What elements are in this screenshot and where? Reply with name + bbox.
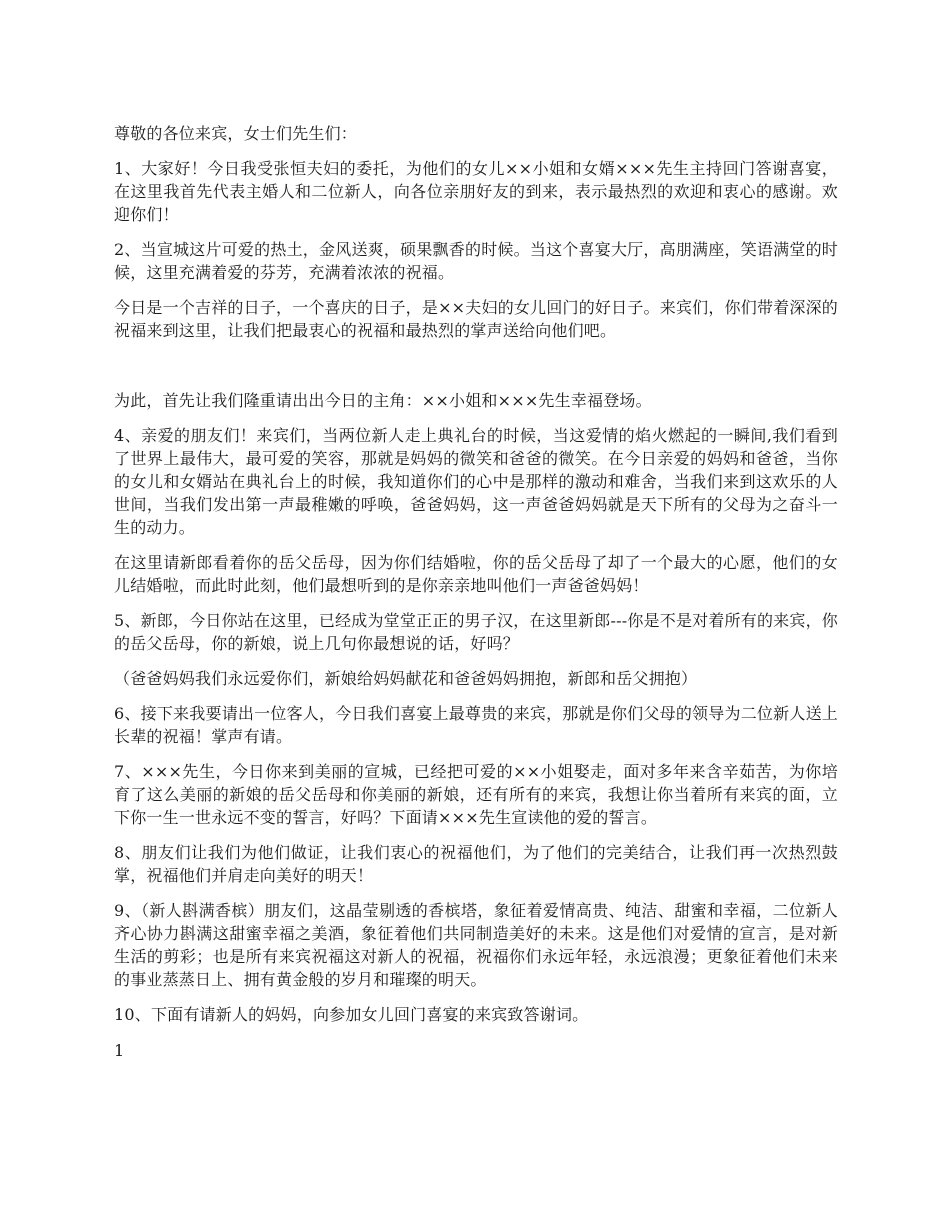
paragraph-9: 6、接下来我要请出一位客人，今日我们喜宴上最尊贵的来宾，那就是你们父母的领导为二位新人送上长辈的祝福！掌声有请。 <box>114 704 838 746</box>
paragraph-10: 7、×××先生，今日你来到美丽的宣城，已经把可爱的××小姐娶走，面对多年来含辛茹苦，为你培育了这么美丽的新娘的岳父岳母和你美丽的新娘，还有所有的来宾，我想让你当着所有来宾的面，立下你一生一世永远不变的誓言，好吗？下面请×××先生宣读他的爱的誓言。 <box>114 762 838 827</box>
paragraph-8: （爸爸妈妈我们永远爱你们，新娘给妈妈献花和爸爸妈妈拥抱，新郎和岳父拥抱） <box>114 669 698 688</box>
paragraph-6: 在这里请新郎看着你的岳父岳母，因为你们结婚啦，你的岳父岳母了却了一个最大的心愿，他们的女儿结婚啦，而此时此刻，他们最想听到的是你亲亲地叫他们一声爸爸妈妈！ <box>114 553 838 595</box>
paragraph-12: 9、（新人斟满香槟）朋友们，这晶莹剔透的香槟塔，象征着爱情高贵、纯洁、甜蜜和幸福，二位新人齐心协力斟满这甜蜜幸福之美酒，象征着他们共同制造美好的未来。这是他们对爱情的宣言，是对新生活的剪彩；也是所有来宾祝福这对新人的祝福，祝福你们永远年轻，永远浪漫；更象征着他们未来的事业蒸蒸日上、拥有黄金般的岁月和璀璨的明天。 <box>114 901 838 989</box>
paragraph-5: 4、亲爱的朋友们！来宾们，当两位新人走上典礼台的时候，当这爱情的焰火燃起的一瞬间,我们看到了世界上最伟大，最可爱的笑容，那就是妈妈的微笑和爸爸的微笑。在今日亲爱的妈妈和爸爸，当你的女儿和女婿站在典礼台上的时候，我知道你们的心中是那样的激动和难舍，当我们来到这欢乐的人世间，当我们发出第一声最稚嫩的呼唤，爸爸妈妈，这一声爸爸妈妈就是天下所有的父母为之奋斗一生的动力。 <box>114 426 838 537</box>
paragraph-13: 10、下面有请新人的妈妈，向参加女儿回门喜宴的来宾致答谢词。 <box>114 1005 589 1024</box>
salutation: 尊敬的各位来宾，女士们先生们： <box>114 124 358 143</box>
paragraph-4: 为此，首先让我们隆重请出出今日的主角：××小姐和×××先生幸福登场。 <box>114 391 652 410</box>
paragraph-11: 8、朋友们让我们为他们做证，让我们衷心的祝福他们，为了他们的完美结合，让我们再一次热烈鼓掌，祝福他们并肩走向美好的明天！ <box>114 843 838 885</box>
paragraph-2: 2、当宣城这片可爱的热土，金风送爽，硕果飘香的时候。当这个喜宴大厅，高朋满座，笑语满堂的时候，这里充满着爱的芬芳，充满着浓浓的祝福。 <box>114 240 838 282</box>
paragraph-7: 5、新郎，今日你站在这里，已经成为堂堂正正的男子汉，在这里新郎---你是不是对着所有的来宾，你的岳父岳母，你的新娘，说上几句你最想说的话，好吗？ <box>114 611 838 653</box>
document-page <box>114 122 838 1062</box>
page-number: 1 <box>114 1041 125 1060</box>
paragraph-3: 今日是一个吉祥的日子，一个喜庆的日子，是××夫妇的女儿回门的好日子。来宾们，你们带着深深的祝福来到这里，让我们把最衷心的祝福和最热烈的掌声送给向他们吧。 <box>114 298 838 340</box>
paragraph-1: 1、大家好！今日我受张恒夫妇的委托，为他们的女儿××小姐和女婿×××先生主持回门答谢喜宴，在这里我首先代表主婚人和二位新人，向各位亲朋好友的到来，表示最热烈的欢迎和衷心的感谢。欢迎你们！ <box>114 159 838 224</box>
